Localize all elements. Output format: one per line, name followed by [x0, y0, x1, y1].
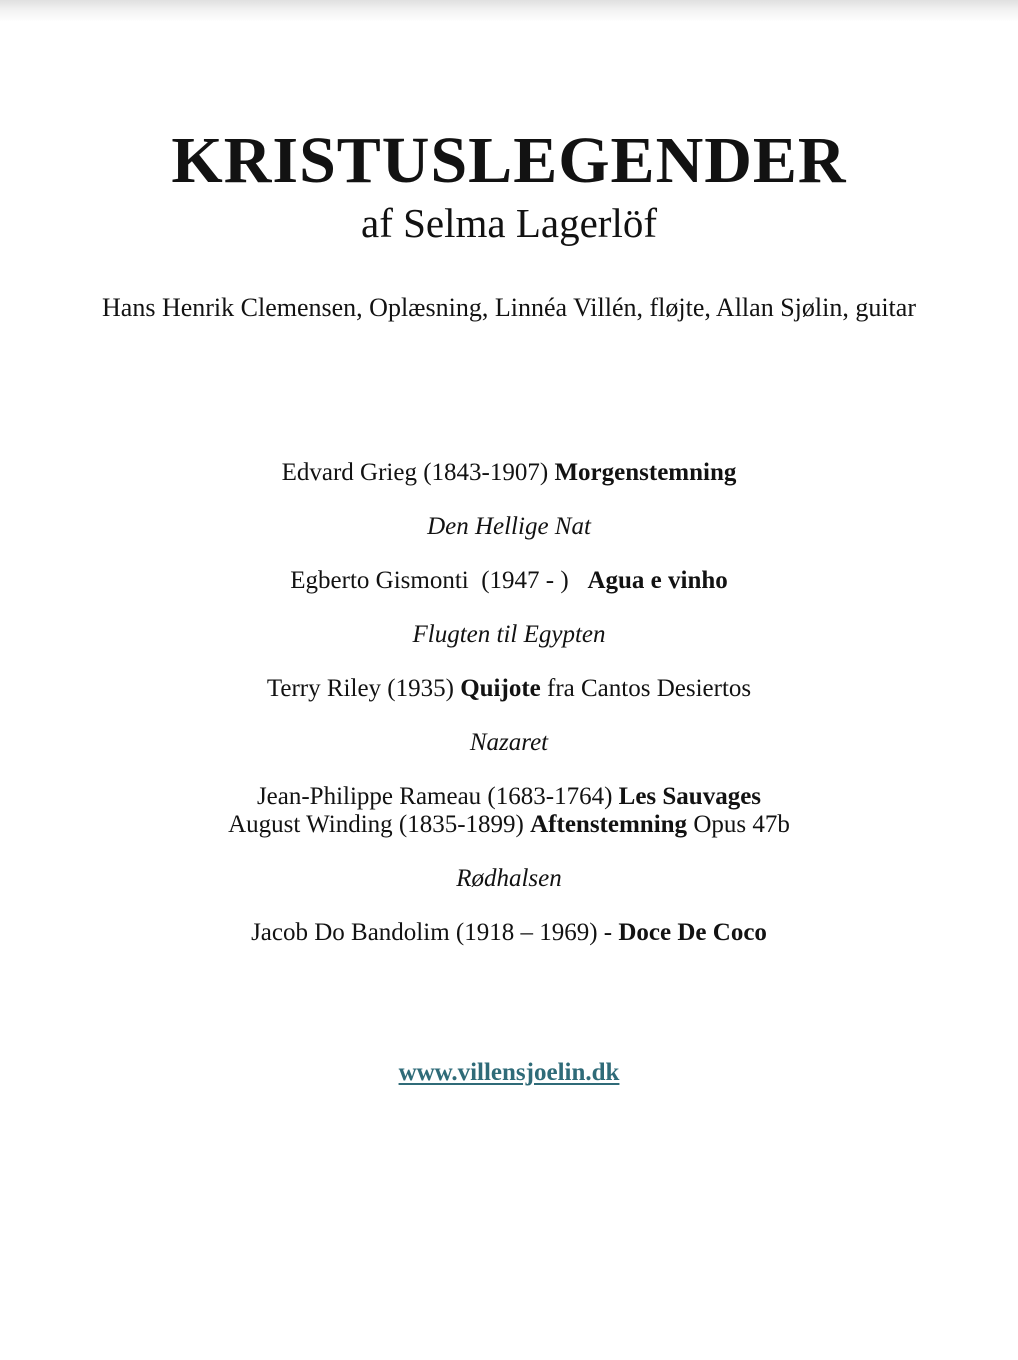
page-title: KRISTUSLEGENDER: [171, 124, 847, 197]
header: [0, 126, 1018, 246]
legend-title-text: Den Hellige Nat: [427, 513, 591, 540]
composer-text: Edvard Grieg (1843-1907): [281, 459, 555, 486]
piece-title: Agua e vinho: [587, 567, 728, 594]
page-subtitle: af Selma Lagerlöf: [361, 200, 657, 247]
page-top-shadow: [0, 0, 1018, 22]
legend-title-text: Rødhalsen: [456, 865, 562, 892]
legend-title-text: Nazaret: [469, 729, 549, 756]
program-line-grieg: [0, 459, 1018, 487]
legend-title-text: Flugten til Egypten: [412, 621, 606, 648]
program-list: [0, 459, 1018, 973]
piece-title: Morgenstemning: [554, 459, 737, 486]
program-line-riley: [0, 675, 1018, 703]
interlude-title-den-hellige-nat: [0, 513, 1018, 541]
composer-text: August Winding (1835-1899): [228, 811, 531, 838]
piece-title: Les Sauvages: [618, 783, 762, 810]
interlude-title-nazaret: [0, 729, 1018, 757]
piece-suffix-text: fra Cantos Desiertos: [540, 675, 752, 702]
piece-suffix-text: Opus 47b: [687, 811, 790, 838]
website-link[interactable]: www.villensjoelin.dk: [398, 1059, 620, 1086]
piece-title: Quijote: [460, 675, 541, 702]
interlude-title-rodhalsen: [0, 865, 1018, 893]
program-line-rameau-winding: [0, 783, 1018, 839]
program-line-gismonti: [0, 567, 1018, 595]
piece-title: Doce De Coco: [618, 919, 767, 946]
performers-line: Hans Henrik Clemensen, Oplæsning, Linnéa Villén, fløjte, Allan Sjølin, guitar: [102, 293, 916, 322]
composer-text: Terry Riley (1935): [266, 675, 461, 702]
program-line-bandolim: [0, 919, 1018, 947]
composer-text: Egberto Gismonti (1947 - ): [290, 567, 588, 594]
composer-text: Jacob Do Bandolim (1918 – 1969) -: [251, 919, 619, 946]
footer: [0, 1059, 1018, 1087]
interlude-title-flugten-til-egypten: [0, 621, 1018, 649]
composer-text: Jean-Philippe Rameau (1683-1764): [256, 783, 619, 810]
piece-title: Aftenstemning: [530, 811, 688, 838]
